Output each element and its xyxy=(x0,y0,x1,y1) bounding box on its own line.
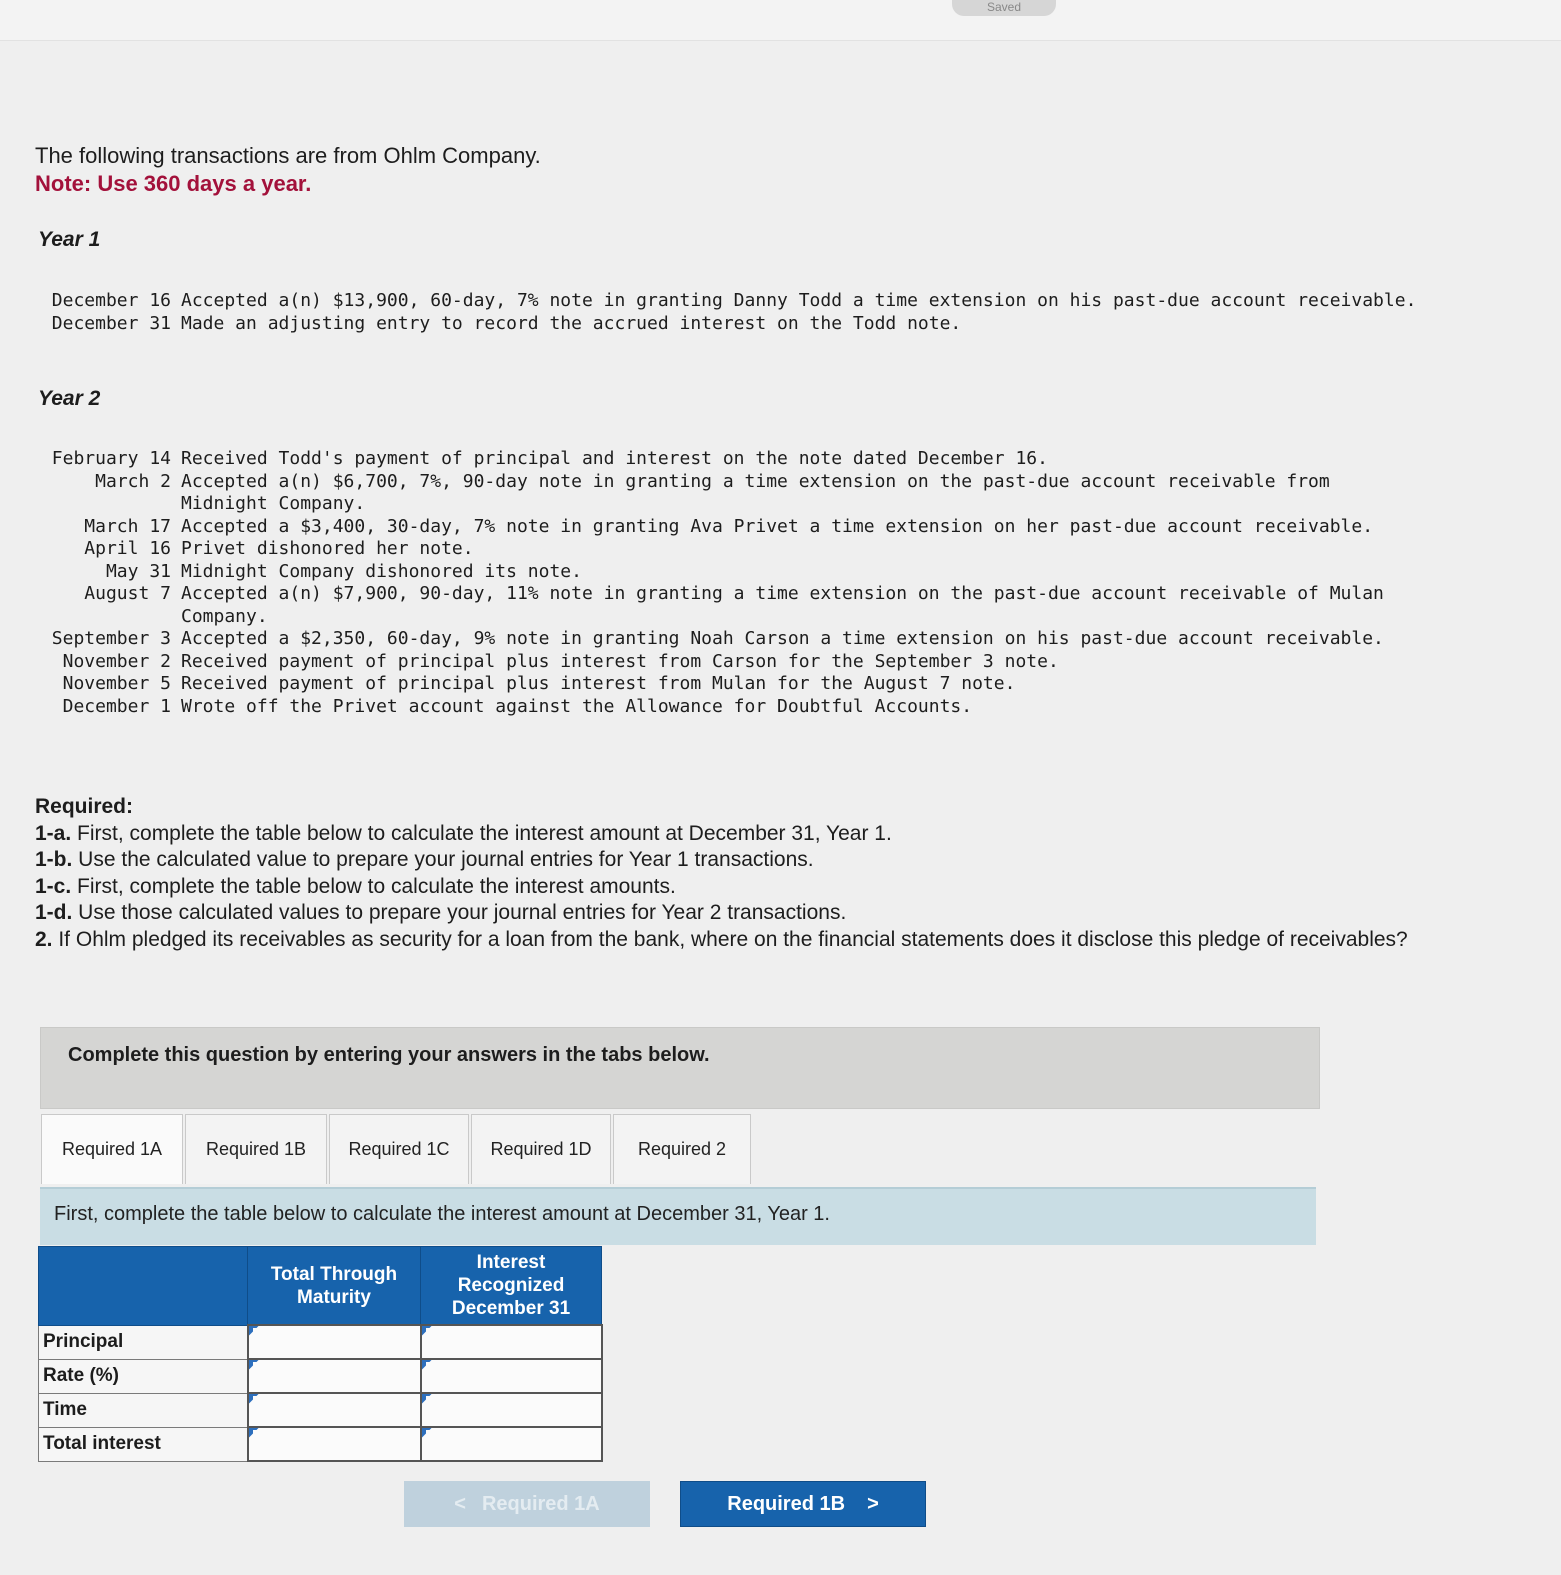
row-label-principal: Principal xyxy=(39,1325,248,1359)
input-corner-marker xyxy=(422,1326,601,1358)
transaction-date: December 31 xyxy=(51,312,171,334)
chevron-left-icon: < xyxy=(454,1492,466,1515)
transaction-text: Received payment of principal plus interest from Mulan for the August 7 note. xyxy=(181,673,1016,694)
transaction-text: Accepted a $3,400, 30-day, 7% note in granting Ava Privet a time extension on her past-due account receivable. xyxy=(181,515,1374,537)
transaction-date: March 2 xyxy=(95,470,171,492)
chevron-right-icon: > xyxy=(867,1492,879,1515)
time-interest-input[interactable] xyxy=(421,1393,602,1427)
row-label-total-interest: Total interest xyxy=(39,1427,248,1461)
instruction-text: First, complete the table below to calculate the interest amount at December 31, Year 1. xyxy=(54,1203,830,1225)
transaction-date: May 31 xyxy=(105,560,171,582)
transaction-date: April 16 xyxy=(84,538,171,559)
tab-required-1a[interactable]: Required 1A xyxy=(41,1114,183,1184)
prev-required-label: Required 1A xyxy=(481,1492,600,1515)
input-corner-marker xyxy=(249,1394,420,1426)
transaction-date: November 5 xyxy=(62,673,171,694)
complete-question-text: Complete this question by entering your answers in the tabs below. xyxy=(68,1044,710,1066)
complete-question-banner xyxy=(40,1027,1320,1109)
transaction-text: Received payment of principal plus interest from Carson for the September 3 note. xyxy=(181,650,1059,672)
transaction-date: September 3 xyxy=(51,628,171,649)
transaction-row xyxy=(34,628,1421,651)
transaction-row xyxy=(34,313,1421,336)
transaction-row xyxy=(34,583,1421,628)
transaction-date: August 7 xyxy=(84,583,171,604)
table-header-row xyxy=(39,1247,602,1326)
transaction-row xyxy=(34,290,1421,313)
next-required-button[interactable] xyxy=(680,1481,926,1527)
transaction-row xyxy=(34,673,1421,696)
required-item-text: Use those calculated values to prepare your journal entries for Year 2 transactions. xyxy=(72,901,847,924)
year2-transactions-table xyxy=(34,448,1421,718)
required-item-text: First, complete the table below to calculate the interest amounts. xyxy=(71,874,676,898)
required-tabs xyxy=(41,1114,751,1184)
input-corner-marker xyxy=(422,1360,601,1392)
required-item-label: 2. xyxy=(35,927,53,951)
input-corner-marker xyxy=(249,1326,420,1358)
required-section xyxy=(35,794,1435,953)
year2-heading: Year 2 xyxy=(38,387,101,410)
tab-required-1c[interactable]: Required 1C xyxy=(329,1114,469,1184)
transaction-text: Accepted a(n) $6,700, 7%, 90-day note in granting a time extension on the past-due account receivable from Midnight Company. xyxy=(181,470,1330,514)
transaction-date: February 14 xyxy=(51,448,171,469)
table-header-interest-recognized: Interest Recognized December 31 xyxy=(421,1247,602,1326)
table-row xyxy=(39,1359,602,1393)
transaction-text: Made an adjusting entry to record the accrued interest on the Todd note. xyxy=(181,312,962,334)
transaction-text: Midnight Company dishonored its note. xyxy=(181,560,582,582)
table-row xyxy=(39,1325,602,1359)
required-item xyxy=(35,874,1435,901)
input-corner-marker xyxy=(422,1394,601,1426)
row-label-rate: Rate (%) xyxy=(39,1359,248,1393)
transaction-text: Wrote off the Privet account against the Allowance for Doubtful Accounts. xyxy=(181,695,973,717)
input-corner-marker xyxy=(249,1428,420,1460)
table-row xyxy=(39,1427,602,1461)
transaction-row xyxy=(34,696,1421,719)
required-item xyxy=(35,821,1435,848)
transaction-row xyxy=(34,561,1421,584)
intro-text: The following transactions are from Ohlm Company. xyxy=(35,143,541,168)
transaction-date: November 2 xyxy=(62,650,171,672)
transaction-text: Accepted a $2,350, 60-day, 9% note in granting Noah Carson a time extension on his past-due account receivable. xyxy=(181,628,1384,649)
transaction-text: Privet dishonored her note. xyxy=(181,538,474,559)
transaction-row xyxy=(34,651,1421,674)
transaction-date: March 17 xyxy=(84,515,171,537)
year1-transactions-table xyxy=(34,290,1421,335)
transaction-date: December 16 xyxy=(51,290,171,311)
required-item-label: 1-a. xyxy=(35,821,72,845)
row-label-time: Time xyxy=(39,1393,248,1427)
required-item-label: 1-d. xyxy=(35,901,73,924)
tab-required-1b[interactable]: Required 1B xyxy=(185,1114,327,1184)
prev-required-button[interactable] xyxy=(404,1481,650,1527)
required-item xyxy=(35,900,1435,927)
total-interest-total-input[interactable] xyxy=(248,1427,421,1461)
interest-calculation-table xyxy=(38,1246,603,1462)
required-heading: Required: xyxy=(35,795,134,818)
transaction-row xyxy=(34,448,1421,471)
required-item-label: 1-c. xyxy=(35,874,72,898)
next-required-label: Required 1B xyxy=(727,1492,846,1515)
transaction-row xyxy=(34,538,1421,561)
required-item xyxy=(35,927,1435,954)
required-item-text: First, complete the table below to calculate the interest amount at December 31, Year 1. xyxy=(71,821,892,845)
transaction-date: December 1 xyxy=(62,695,171,717)
tab-required-1d[interactable]: Required 1D xyxy=(471,1114,611,1184)
input-corner-marker xyxy=(422,1428,601,1460)
principal-interest-input[interactable] xyxy=(421,1325,602,1359)
top-bar xyxy=(0,0,1561,41)
transaction-text: Received Todd's payment of principal and interest on the note dated December 16. xyxy=(181,448,1048,469)
tab-required-2[interactable]: Required 2 xyxy=(613,1114,751,1184)
required-item-text: If Ohlm pledged its receivables as security for a loan from the bank, where on the financial statements does it disclose this pledge of receivables? xyxy=(52,927,1408,951)
transaction-row xyxy=(34,471,1421,516)
total-interest-interest-input[interactable] xyxy=(421,1427,602,1461)
intro-note: Note: Use 360 days a year. xyxy=(35,171,312,196)
input-corner-marker xyxy=(249,1360,420,1392)
table-row xyxy=(39,1393,602,1427)
transaction-row xyxy=(34,516,1421,539)
principal-total-input[interactable] xyxy=(248,1325,421,1359)
required-item xyxy=(35,847,1435,874)
required-item-text: Use the calculated value to prepare your journal entries for Year 1 transactions. xyxy=(72,848,814,871)
table-header-total-through-maturity: Total Through Maturity xyxy=(248,1247,421,1326)
required-item-label: 1-b. xyxy=(35,848,73,871)
intro-section xyxy=(35,142,541,198)
instruction-bar xyxy=(40,1187,1316,1245)
rate-interest-input[interactable] xyxy=(421,1359,602,1393)
table-header-blank xyxy=(39,1247,248,1326)
saved-status-badge: Saved xyxy=(952,0,1056,16)
time-total-input[interactable] xyxy=(248,1393,421,1427)
year1-heading: Year 1 xyxy=(38,228,101,251)
transaction-text: Accepted a(n) $7,900, 90-day, 11% note in granting a time extension on the past-due account receivable of Mulan Company. xyxy=(181,583,1384,627)
rate-total-input[interactable] xyxy=(248,1359,421,1393)
transaction-text: Accepted a(n) $13,900, 60-day, 7% note in granting Danny Todd a time extension on his past-due account receivable. xyxy=(181,290,1417,311)
